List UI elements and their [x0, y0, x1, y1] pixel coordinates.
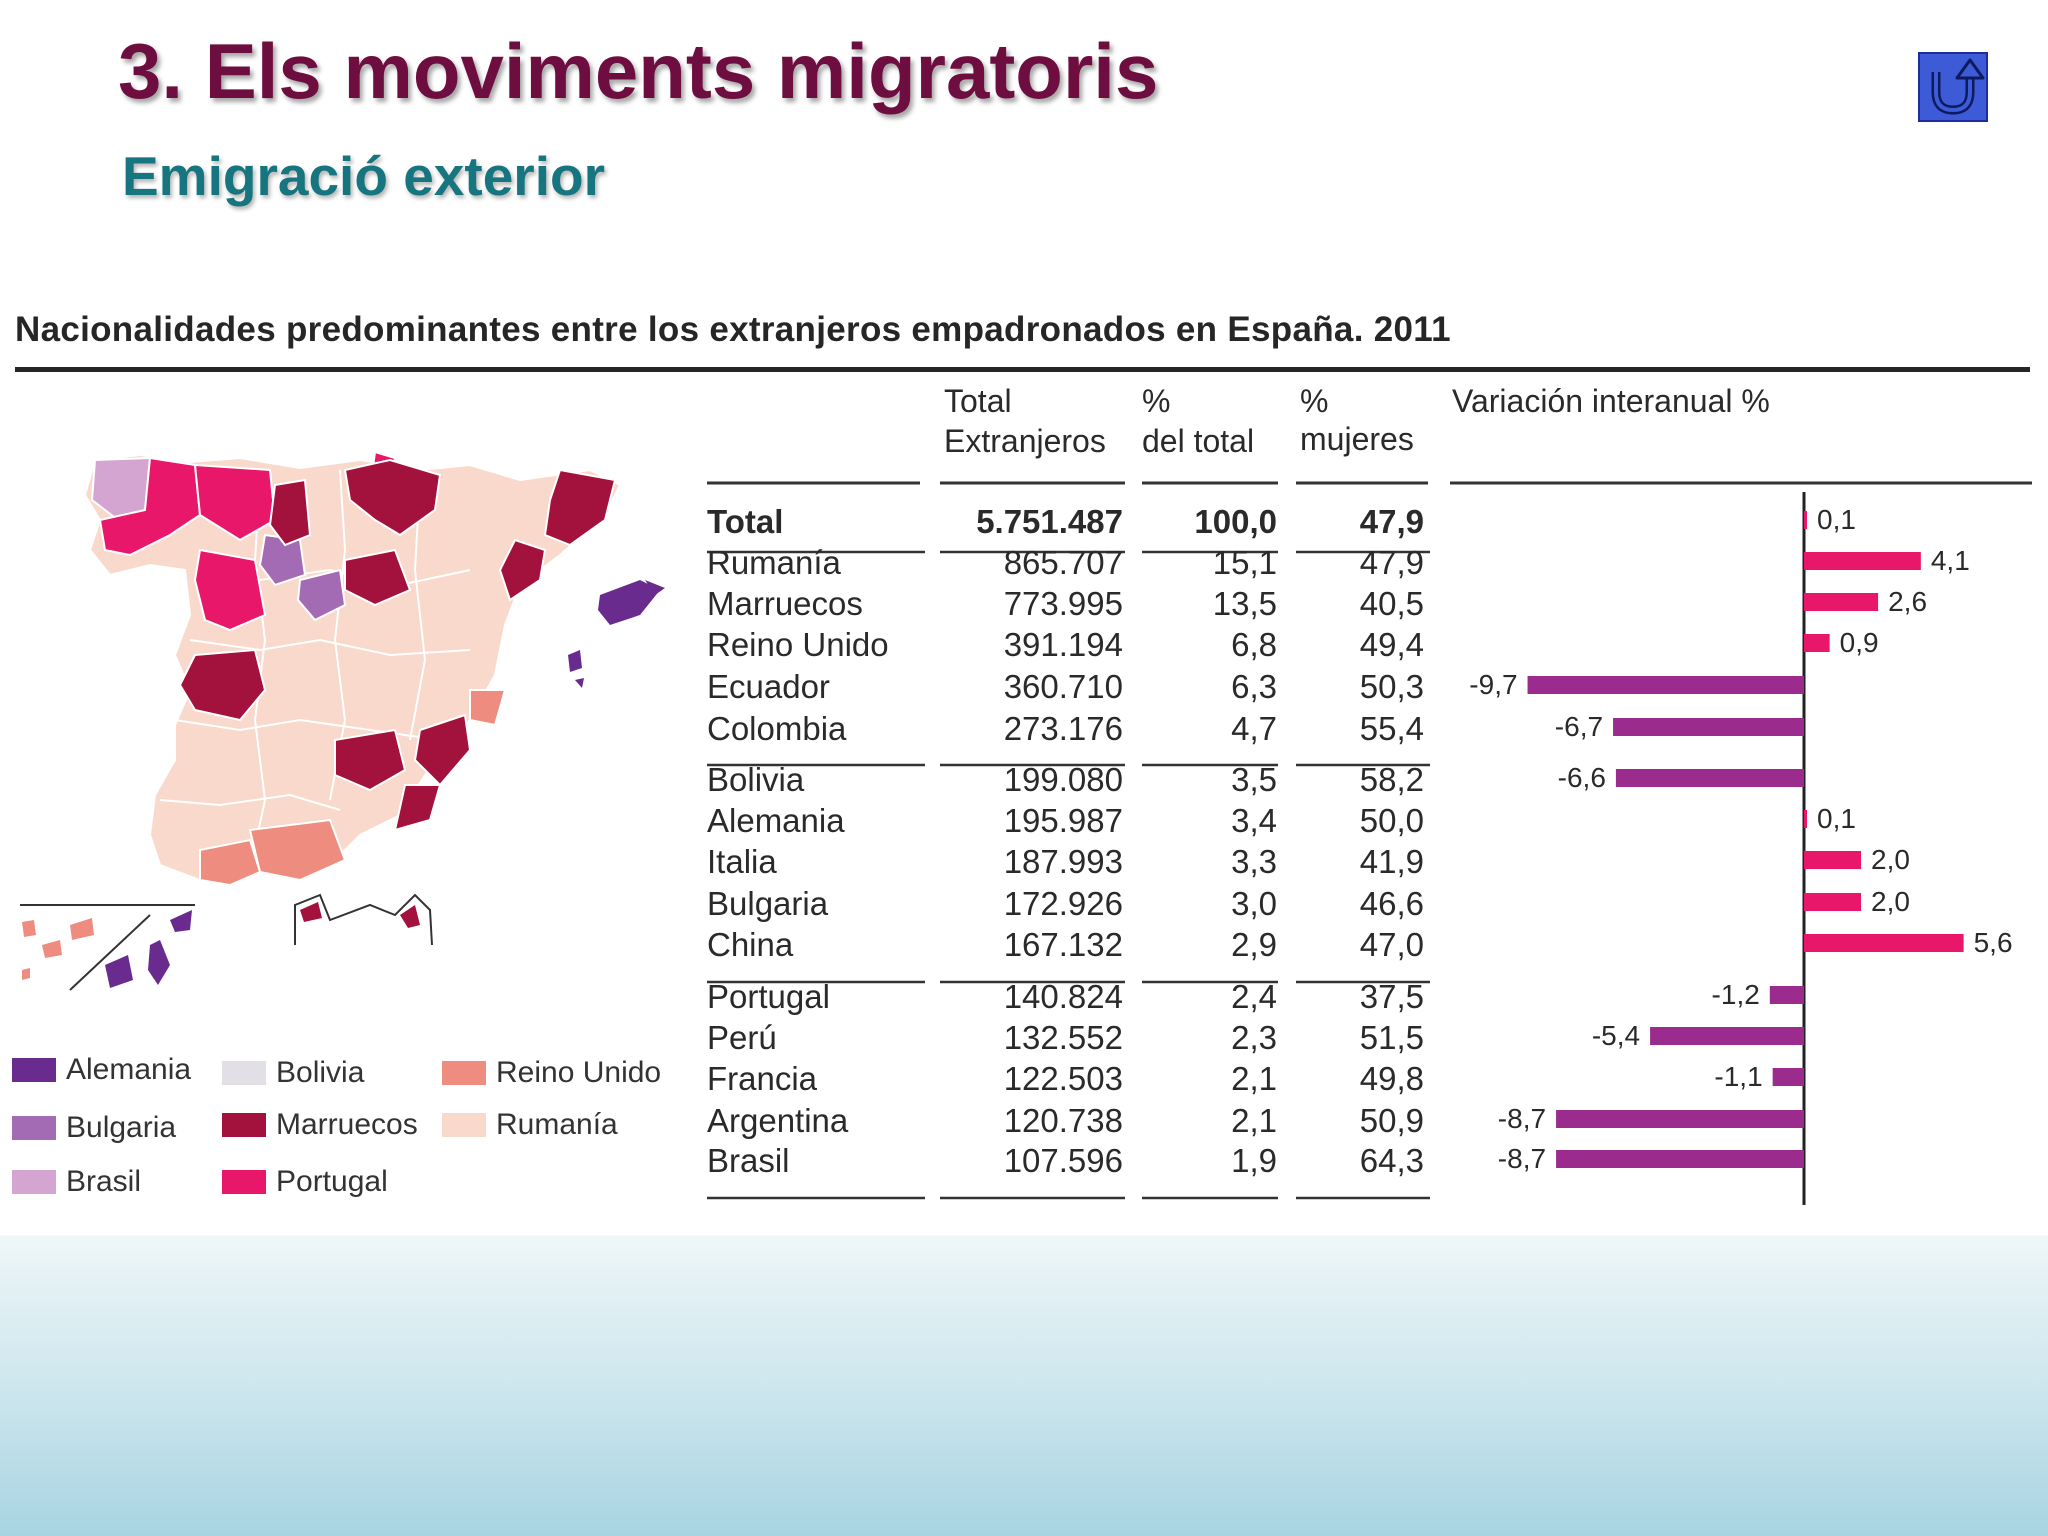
- row-total-per-: 132.552: [1003, 1019, 1123, 1056]
- row-pct-total-francia: 2,1: [1231, 1060, 1277, 1097]
- row-pct-total-ruman-a: 15,1: [1212, 544, 1277, 581]
- slide-title: 3. Els moviments migratoris: [118, 27, 1159, 115]
- u-turn-arrow-icon: [1920, 54, 1986, 120]
- row-pct-total-reino-unido: 6,8: [1231, 626, 1277, 663]
- row-pct-total-per-: 2,3: [1231, 1019, 1277, 1056]
- row-total-bulgaria: 172.926: [1003, 885, 1123, 922]
- row-country-per-: Perú: [707, 1019, 777, 1056]
- figure-title: Nacionalidades predominantes entre los extranjeros empadronados en España. 2011: [15, 310, 1451, 349]
- label-variation-china: 5,6: [1973, 927, 2013, 958]
- row-pct-total-alemania: 3,4: [1231, 802, 1277, 839]
- row-pct-women-china: 47,0: [1359, 926, 1424, 963]
- bar-variation-marruecos: [1804, 593, 1878, 611]
- bar-variation-china: [1804, 934, 1964, 952]
- row-country-colombia: Colombia: [707, 710, 847, 747]
- label-variation-ecuador: -9,7: [1469, 669, 1518, 700]
- row-total-total: 5.751.487: [976, 503, 1123, 540]
- label-variation-alemania: 0,1: [1817, 803, 1856, 834]
- row-pct-women-bulgaria: 46,6: [1359, 885, 1424, 922]
- row-country-portugal: Portugal: [707, 978, 830, 1015]
- header-pct-total-line1: %: [1142, 383, 1171, 419]
- row-country-francia: Francia: [707, 1060, 818, 1097]
- row-pct-women-brasil: 64,3: [1359, 1142, 1424, 1179]
- bar-variation-bolivia: [1616, 769, 1804, 787]
- label-variation-ruman-a: 4,1: [1930, 545, 1970, 576]
- label-variation-bulgaria: 2,0: [1871, 886, 1910, 917]
- row-pct-total-portugal: 2,4: [1231, 978, 1277, 1015]
- row-total-argentina: 120.738: [1003, 1102, 1123, 1139]
- row-pct-total-italia: 3,3: [1231, 843, 1277, 880]
- row-pct-total-colombia: 4,7: [1231, 710, 1277, 747]
- row-pct-women-argentina: 50,9: [1359, 1102, 1424, 1139]
- row-pct-total-ecuador: 6,3: [1231, 668, 1277, 705]
- legend-label-marruecos: Marruecos: [276, 1108, 418, 1141]
- bar-variation-portugal: [1770, 986, 1804, 1004]
- back-button[interactable]: [1918, 52, 1988, 122]
- row-pct-women-total: 47,9: [1359, 503, 1424, 540]
- row-total-china: 167.132: [1003, 926, 1123, 963]
- row-country-bulgaria: Bulgaria: [707, 885, 829, 922]
- label-variation-italia: 2,0: [1871, 844, 1910, 875]
- row-country-brasil: Brasil: [707, 1142, 790, 1179]
- header-total-line1: Total: [944, 383, 1012, 419]
- header-total-line2: Extranjeros: [944, 423, 1106, 459]
- row-total-colombia: 273.176: [1003, 710, 1123, 747]
- slide-subtitle: Emigració exterior: [122, 145, 605, 207]
- header-pct-women-line1: %: [1300, 383, 1329, 419]
- row-pct-women-colombia: 55,4: [1359, 710, 1424, 747]
- bar-variation-reino-unido: [1804, 634, 1830, 652]
- row-total-alemania: 195.987: [1003, 802, 1123, 839]
- label-variation-colombia: -6,7: [1554, 711, 1604, 742]
- row-total-francia: 122.503: [1003, 1060, 1123, 1097]
- row-total-bolivia: 199.080: [1003, 761, 1123, 798]
- label-variation-brasil: -8,7: [1497, 1143, 1547, 1174]
- row-country-reino-unido: Reino Unido: [707, 626, 889, 663]
- bar-variation-ecuador: [1528, 676, 1804, 694]
- row-pct-women-ecuador: 50,3: [1359, 668, 1424, 705]
- row-pct-total-bolivia: 3,5: [1231, 761, 1277, 798]
- header-pct-women-line2: mujeres: [1300, 421, 1414, 457]
- figure-rule: [15, 367, 2030, 372]
- label-variation-portugal: -1,2: [1711, 979, 1760, 1010]
- row-total-italia: 187.993: [1003, 843, 1123, 880]
- legend-label-portugal: Portugal: [276, 1165, 388, 1198]
- label-variation-reino-unido: 0,9: [1839, 627, 1879, 658]
- bar-variation-per-: [1650, 1027, 1804, 1045]
- legend-label-bolivia: Bolivia: [276, 1056, 365, 1089]
- bar-variation-colombia: [1613, 718, 1804, 736]
- row-pct-total-china: 2,9: [1231, 926, 1277, 963]
- bar-variation-argentina: [1556, 1110, 1804, 1128]
- row-pct-total-argentina: 2,1: [1231, 1102, 1277, 1139]
- row-country-marruecos: Marruecos: [707, 585, 863, 622]
- row-country-alemania: Alemania: [707, 802, 845, 839]
- row-total-brasil: 107.596: [1003, 1142, 1123, 1179]
- label-variation-bolivia: -6,6: [1557, 762, 1606, 793]
- row-pct-women-francia: 49,8: [1359, 1060, 1424, 1097]
- row-total-ecuador: 360.710: [1003, 668, 1123, 705]
- label-variation-marruecos: 2,6: [1888, 586, 1928, 617]
- label-variation-francia: -1,1: [1714, 1061, 1763, 1092]
- row-pct-women-reino-unido: 49,4: [1359, 626, 1424, 663]
- row-pct-women-ruman-a: 47,9: [1359, 544, 1424, 581]
- row-total-ruman-a: 865.707: [1003, 544, 1123, 581]
- bar-variation-brasil: [1556, 1150, 1804, 1168]
- row-country-bolivia: Bolivia: [707, 761, 805, 798]
- legend-label-bulgaria: Bulgaria: [66, 1111, 177, 1144]
- nationality-table-chart: [0, 380, 2048, 1220]
- header-variation: Variación interanual %: [1452, 383, 1770, 419]
- row-pct-women-italia: 41,9: [1359, 843, 1424, 880]
- bar-variation-total: [1804, 511, 1807, 529]
- bar-variation-bulgaria: [1804, 893, 1861, 911]
- row-pct-women-alemania: 50,0: [1359, 802, 1424, 839]
- label-variation-total: 0,1: [1817, 504, 1856, 535]
- row-total-marruecos: 773.995: [1003, 585, 1123, 622]
- row-pct-women-per-: 51,5: [1359, 1019, 1424, 1056]
- row-pct-total-brasil: 1,9: [1231, 1142, 1277, 1179]
- row-country-ecuador: Ecuador: [707, 668, 830, 705]
- row-pct-women-marruecos: 40,5: [1359, 585, 1424, 622]
- row-pct-total-marruecos: 13,5: [1212, 585, 1277, 622]
- header-pct-total-line2: del total: [1142, 423, 1255, 459]
- label-variation-argentina: -8,7: [1497, 1103, 1547, 1134]
- legend-label-reino-unido: Reino Unido: [496, 1056, 662, 1089]
- legend-label-brasil: Brasil: [66, 1165, 142, 1198]
- bar-variation-ruman-a: [1804, 552, 1921, 570]
- bar-variation-francia: [1773, 1068, 1804, 1086]
- row-pct-women-portugal: 37,5: [1359, 978, 1424, 1015]
- row-total-reino-unido: 391.194: [1003, 626, 1123, 663]
- bar-variation-alemania: [1804, 810, 1807, 828]
- row-country-argentina: Argentina: [707, 1102, 849, 1139]
- row-country-china: China: [707, 926, 794, 963]
- legend-label-alemania: Alemania: [66, 1053, 192, 1086]
- row-total-portugal: 140.824: [1003, 978, 1123, 1015]
- row-country-total: Total: [707, 503, 784, 540]
- bar-variation-italia: [1804, 851, 1861, 869]
- row-country-ruman-a: Rumanía: [707, 544, 841, 581]
- legend-label-rumania: Rumanía: [496, 1108, 618, 1141]
- row-pct-total-total: 100,0: [1194, 503, 1277, 540]
- label-variation-per-: -5,4: [1591, 1020, 1641, 1051]
- row-pct-women-bolivia: 58,2: [1359, 761, 1424, 798]
- row-country-italia: Italia: [707, 843, 777, 880]
- row-pct-total-bulgaria: 3,0: [1231, 885, 1277, 922]
